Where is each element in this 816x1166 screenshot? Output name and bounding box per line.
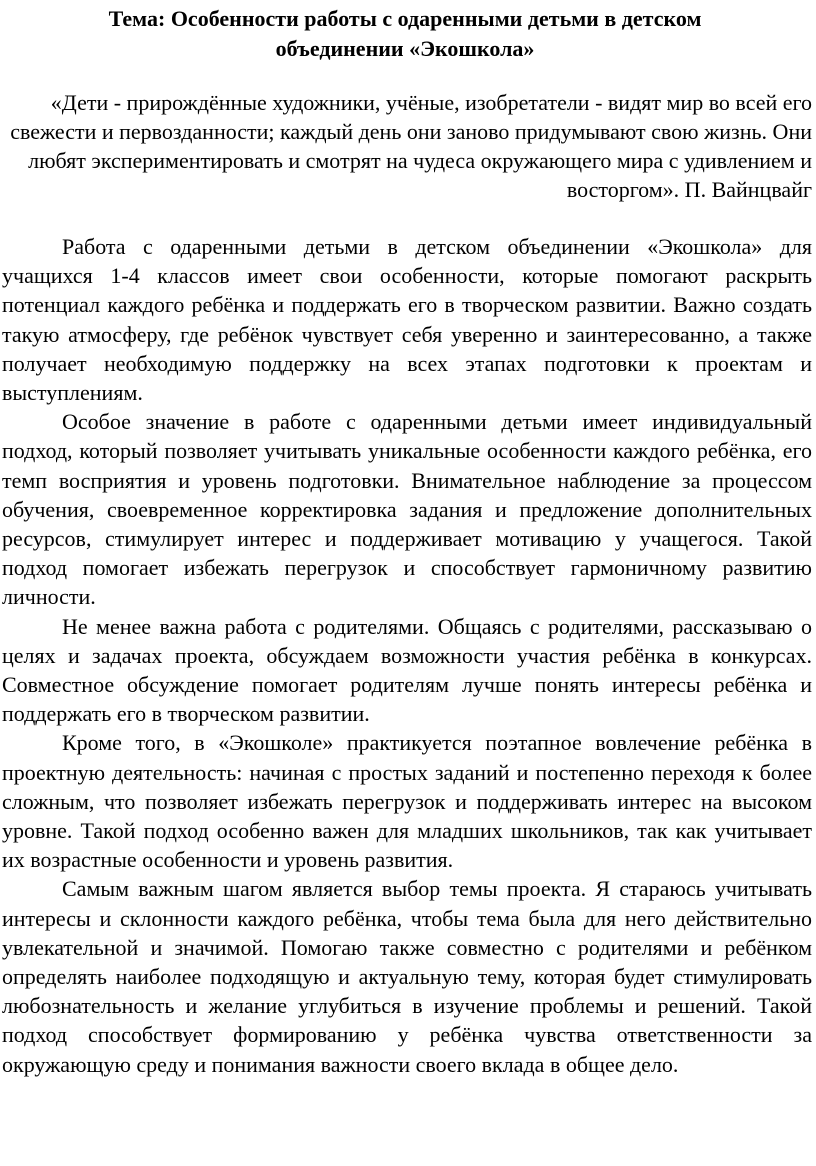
epigraph-quote: «Дети - прирождённые художники, учёные, изобретатели - видят мир во всей его свежести и первозданности; каждый день они заново придумывают свою жизнь. Они любят экспериментировать и смотрят на чудеса окружающего мира с удивлением и восторгом». П. Вайнцвайг <box>10 90 812 202</box>
paragraph-4: Кроме того, в «Экошколе» практикуется поэтапное вовлечение ребёнка в проектную деятельность: начиная с простых заданий и постепенно переходя к более сложным, что позволяет избежать перегрузок и поддерживать интерес на высоком уровне. Такой подход особенно важен для младших школьников, так как учитывает их возрастные особенности и уровень развития. <box>2 730 812 873</box>
paragraph-3: Не менее важна работа с родителями. Общаясь с родителями, рассказываю о целях и задачах проекта, обсуждаем возможности участия ребёнка в конкурсах. Совместное обсуждение помогает родителям лучше понять интересы ребёнка и поддержать его в творческом развитии. <box>2 613 812 727</box>
paragraph-5: Самым важным шагом является выбор темы проекта. Я стараюсь учитывать интересы и склонности каждого ребёнка, чтобы тема была для него действительно увлекательной и значимой. Помогаю также совместно с родителями и ребёнком определять наиболее подходящую и актуальную тему, которая будет стимулировать любознательность и желание углубиться в изучение проблемы и решений. Такой подход способствует формированию у ребёнка чувства ответственности за окружающую среду и понимания важности своего вклада в общее дело. <box>2 876 812 1077</box>
paragraph-2: Особое значение в работе с одаренными детьми имеет индивидуальный подход, который позволяет учитывать уникальные особенности каждого ребёнка, его темп восприятия и уровень подготовки. Внимательное наблюдение за процессом обучения, своевременное корректировка задания и предложение дополнительных ресурсов, стимулирует интерес и поддерживает мотивацию у учащегося. Такой подход помогает избежать перегрузок и способствует гармоничному развитию личности. <box>2 409 812 610</box>
document-title: Тема: Особенности работы с одаренными детьми в детском объединении «Экошкола» <box>108 6 702 61</box>
document-body <box>2 232 812 1079</box>
paragraph-1: Работа с одаренными детьми в детском объединении «Экошкола» для учащихся 1-4 классов имеет свои особенности, которые помогают раскрыть потенциал каждого ребёнка и поддержать его в творческом развитии. Важно создать такую атмосферу, где ребёнок чувствует себя уверенно и заинтересованно, а также получает необходимую поддержку на всех этапах подготовки к проектам и выступлениям. <box>2 234 812 406</box>
